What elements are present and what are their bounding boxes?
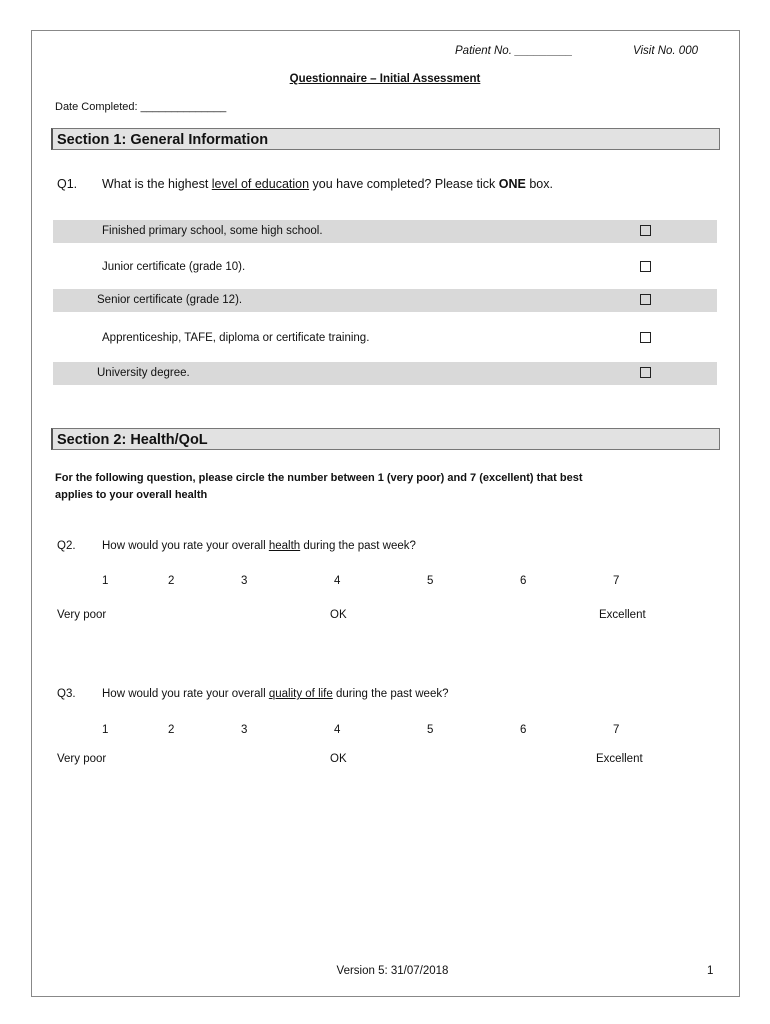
- scale-3[interactable]: 3: [241, 575, 248, 587]
- scale-4[interactable]: 4: [334, 724, 341, 736]
- scale-7[interactable]: 7: [613, 724, 620, 736]
- q2-number: Q2.: [57, 540, 76, 552]
- visit-number: Visit No. 000: [633, 45, 698, 57]
- education-option[interactable]: [53, 362, 717, 385]
- document-title: Questionnaire – Initial Assessment: [289, 73, 481, 85]
- anchor-excellent: Excellent: [599, 609, 646, 621]
- option-label: Junior certificate (grade 10).: [102, 261, 246, 273]
- patient-number-field: Patient No. _________: [455, 45, 573, 57]
- scale-2[interactable]: 2: [168, 575, 175, 587]
- scale-1[interactable]: 1: [102, 575, 109, 587]
- option-label: Apprenticeship, TAFE, diploma or certificate training.: [102, 332, 370, 344]
- scale-6[interactable]: 6: [520, 575, 527, 587]
- scale-6[interactable]: 6: [520, 724, 527, 736]
- scale-2[interactable]: 2: [168, 724, 175, 736]
- page-number: 1: [707, 965, 714, 977]
- q1-text: What is the highest level of education you have completed? Please tick ONE box.: [102, 177, 553, 191]
- q1-number: Q1.: [57, 177, 78, 191]
- date-completed-field: Date Completed: ______________: [55, 101, 227, 113]
- education-option[interactable]: [53, 289, 717, 312]
- q3-number: Q3.: [57, 688, 76, 700]
- scale-7[interactable]: 7: [613, 575, 620, 587]
- q2-text: How would you rate your overall health during the past week?: [102, 540, 416, 552]
- education-option[interactable]: [53, 220, 717, 243]
- anchor-ok: OK: [330, 609, 347, 621]
- checkbox[interactable]: [640, 367, 651, 378]
- scale-1[interactable]: 1: [102, 724, 109, 736]
- anchor-ok: OK: [330, 753, 347, 765]
- checkbox[interactable]: [640, 261, 651, 272]
- education-option[interactable]: [53, 327, 717, 350]
- anchor-very-poor: Very poor: [57, 753, 107, 765]
- scale-3[interactable]: 3: [241, 724, 248, 736]
- option-label: University degree.: [97, 367, 190, 379]
- page-border: [31, 30, 740, 997]
- section-1-header: Section 1: General Information: [51, 128, 720, 150]
- education-option[interactable]: [53, 256, 717, 279]
- footer-version: Version 5: 31/07/2018: [336, 965, 449, 977]
- anchor-very-poor: Very poor: [57, 609, 107, 621]
- scale-5[interactable]: 5: [427, 575, 434, 587]
- checkbox[interactable]: [640, 294, 651, 305]
- option-label: Senior certificate (grade 12).: [97, 294, 243, 306]
- anchor-excellent: Excellent: [596, 753, 643, 765]
- scale-5[interactable]: 5: [427, 724, 434, 736]
- q3-text: How would you rate your overall quality of life during the past week?: [102, 688, 449, 700]
- scale-4[interactable]: 4: [334, 575, 341, 587]
- instruction-line-2: applies to your overall health: [55, 489, 208, 501]
- option-label: Finished primary school, some high school.: [102, 225, 323, 237]
- section-2-header: Section 2: Health/QoL: [51, 428, 720, 450]
- checkbox[interactable]: [640, 332, 651, 343]
- checkbox[interactable]: [640, 225, 651, 236]
- instruction-line-1: For the following question, please circle the number between 1 (very poor) and 7 (excellent) that best: [55, 472, 583, 484]
